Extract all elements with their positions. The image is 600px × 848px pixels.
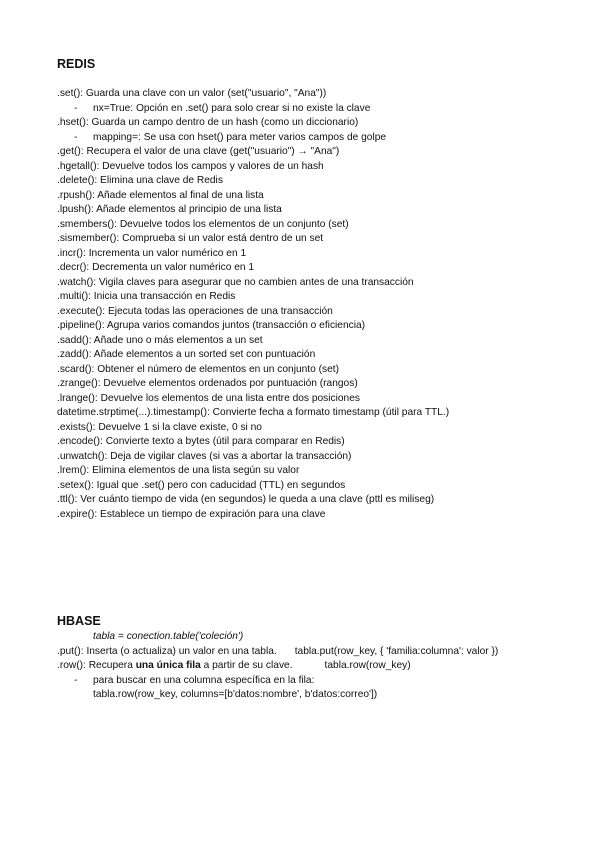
redis-item <box>57 493 577 508</box>
redis-item <box>57 392 577 407</box>
redis-item-text: .hset(): Guarda un campo dentro de un hash (como un diccionario) <box>57 117 359 128</box>
hbase-sub-desc: para buscar en una columna específica en la fila: <box>93 674 315 686</box>
redis-item-text: .lrem(): Elimina elementos de una lista según su valor <box>57 465 300 476</box>
hbase-row-bold: una única fila <box>135 660 201 671</box>
redis-item-text: .execute(): Ejecuta todas las operaciones de una transacción <box>57 305 333 317</box>
redis-item <box>57 232 577 247</box>
redis-item <box>57 377 577 392</box>
redis-item-text: .decr(): Decrementa un valor numérico en 1 <box>57 262 255 273</box>
hbase-heading: HBASE <box>57 614 101 628</box>
hbase-row-suffix: a partir de su clave. <box>200 660 293 671</box>
redis-item-text: datetime.strptime(...).timestamp(): Convierte fecha a formato timestamp (útil para TTL.) <box>57 407 450 418</box>
redis-item-text: mapping=: Se usa con hset() para meter varios campos de golpe <box>93 131 387 143</box>
bullet-dash: - <box>74 102 78 114</box>
redis-item-text: .ttl(): Ver cuánto tiempo de vida (en segundos) le queda a una clave (pttl es miliseg) <box>57 494 435 505</box>
redis-item <box>57 508 577 523</box>
hbase-put-desc: .put(): Inserta (o actualiza) un valor en una tabla. <box>57 645 277 657</box>
hbase-row-line <box>57 659 587 674</box>
redis-item-text: .sismember(): Comprueba si un valor está dentro de un set <box>57 233 324 244</box>
redis-item-text: .expire(): Establece un tiempo de expiración para una clave <box>57 508 326 520</box>
redis-item-text: .rpush(): Añade elementos al final de una lista <box>57 189 264 201</box>
redis-item <box>57 87 577 102</box>
redis-item-text: .scard(): Obtener el número de elementos en un conjunto (set) <box>57 363 340 375</box>
redis-item <box>57 450 577 465</box>
hbase-put-line <box>57 645 587 660</box>
redis-item-text: .zrange(): Devuelve elementos ordenados por puntuación (rangos) <box>57 378 358 389</box>
redis-item <box>57 435 577 450</box>
redis-item-text: .lrange(): Devuelve los elementos de una lista entre dos posiciones <box>57 392 360 404</box>
redis-item <box>57 319 577 334</box>
hbase-table-line: tabla = conection.table('coleción') <box>93 631 244 642</box>
redis-item <box>57 160 577 175</box>
redis-item <box>57 290 577 305</box>
redis-item <box>57 421 577 436</box>
hbase-row-example: tabla.row(row_key) <box>324 660 411 671</box>
hbase-row-prefix: .row(): Recupera <box>57 660 136 671</box>
redis-item-text: .setex(): Igual que .set() pero con caducidad (TTL) en segundos <box>57 479 346 491</box>
redis-item <box>57 276 577 291</box>
redis-item-text: .lpush(): Añade elementos al principio de una lista <box>57 204 282 215</box>
redis-item-text: .unwatch(): Deja de vigilar claves (si vas a abortar la transacción) <box>57 450 352 462</box>
redis-item-text: .zadd(): Añade elementos a un sorted set con puntuación <box>57 349 316 360</box>
redis-item <box>57 116 577 131</box>
redis-item-text: .encode(): Convierte texto a bytes (útil para comparar en Redis) <box>57 436 345 447</box>
redis-item <box>57 189 577 204</box>
bullet-dash: - <box>74 674 78 686</box>
redis-item <box>57 334 577 349</box>
redis-sub-item <box>57 131 577 146</box>
redis-item <box>57 203 577 218</box>
bullet-dash: - <box>74 131 78 143</box>
redis-item-text: .smembers(): Devuelve todos los elementos de un conjunto (set) <box>57 218 349 230</box>
redis-item-text: .get(): Recupera el valor de una clave (get("usuario") → "Ana") <box>57 146 340 157</box>
redis-method-list <box>57 87 577 522</box>
redis-item-text: .multi(): Inicia una transacción en Redis <box>57 291 236 302</box>
redis-item-text: nx=True: Opción en .set() para solo crear si no existe la clave <box>93 102 371 114</box>
redis-item <box>57 348 577 363</box>
redis-item <box>57 363 577 378</box>
redis-item <box>57 261 577 276</box>
redis-item <box>57 464 577 479</box>
redis-item <box>57 218 577 233</box>
redis-item <box>57 305 577 320</box>
hbase-sub-desc-line <box>57 674 587 689</box>
redis-item-text: .watch(): Vigila claves para asegurar que no cambien antes de una transacción <box>57 276 414 288</box>
hbase-sub-example: tabla.row(row_key, columns=[b'datos:nombre', b'datos:correo']) <box>93 689 378 700</box>
redis-item <box>57 406 577 421</box>
redis-item <box>57 145 577 160</box>
redis-heading: REDIS <box>57 57 96 71</box>
hbase-put-example: tabla.put(row_key, { 'familia:columna': valor }) <box>294 645 499 657</box>
redis-item-text: .hgetall(): Devuelve todos los campos y valores de un hash <box>57 160 324 172</box>
redis-item-text: .set(): Guarda una clave con un valor (set("usuario", "Ana")) <box>57 88 327 99</box>
redis-item <box>57 174 577 189</box>
redis-item-text: .pipeline(): Agrupa varios comandos juntos (transacción o eficiencia) <box>57 320 366 331</box>
hbase-section <box>57 630 587 703</box>
redis-item-text: .exists(): Devuelve 1 si la clave existe, 0 si no <box>57 421 262 433</box>
redis-item <box>57 479 577 494</box>
redis-item-text: .incr(): Incrementa un valor numérico en 1 <box>57 247 247 259</box>
redis-item-text: .delete(): Elimina una clave de Redis <box>57 175 223 186</box>
redis-sub-item <box>57 102 577 117</box>
redis-item <box>57 247 577 262</box>
redis-item-text: .sadd(): Añade uno o más elementos a un set <box>57 334 263 346</box>
